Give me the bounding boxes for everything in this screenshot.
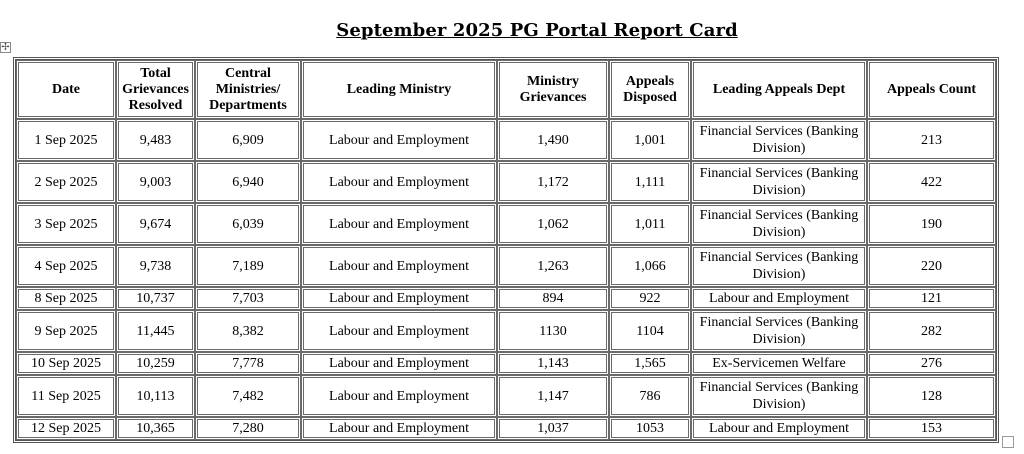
header-total-grievances: Total Grievances Resolved: [116, 60, 195, 119]
header-appeals-count: Appeals Count: [867, 60, 996, 119]
cell-total: 10,259: [116, 352, 195, 375]
cell-appeals-count: 220: [867, 245, 996, 287]
cell-date: 10 Sep 2025: [16, 352, 116, 375]
cell-ministry-grievances: 1,037: [497, 417, 609, 440]
cell-appeals-disposed: 1,066: [609, 245, 691, 287]
cell-central: 6,039: [195, 203, 301, 245]
resize-handle[interactable]: [1002, 436, 1014, 448]
cell-appeals-disposed: 1,111: [609, 161, 691, 203]
cell-appeals-count: 121: [867, 287, 996, 310]
cell-leading-appeals-dept: Financial Services (Banking Division): [691, 161, 867, 203]
cell-leading-ministry: Labour and Employment: [301, 119, 497, 161]
cell-central: 6,940: [195, 161, 301, 203]
cell-leading-ministry: Labour and Employment: [301, 352, 497, 375]
table-row: [16, 375, 996, 417]
cell-leading-ministry: Labour and Employment: [301, 375, 497, 417]
cell-total: 10,365: [116, 417, 195, 440]
cell-leading-ministry: Labour and Employment: [301, 161, 497, 203]
move-icon[interactable]: ✢: [1, 42, 10, 53]
cell-date: 3 Sep 2025: [16, 203, 116, 245]
cell-leading-ministry: Labour and Employment: [301, 203, 497, 245]
cell-date: 9 Sep 2025: [16, 310, 116, 352]
table-row: [16, 245, 996, 287]
cell-ministry-grievances: 1,147: [497, 375, 609, 417]
cell-central: 8,382: [195, 310, 301, 352]
cell-ministry-grievances: 894: [497, 287, 609, 310]
cell-central: 7,778: [195, 352, 301, 375]
table-row: [16, 417, 996, 440]
cell-ministry-grievances: 1,062: [497, 203, 609, 245]
cell-date: 4 Sep 2025: [16, 245, 116, 287]
cell-ministry-grievances: 1,143: [497, 352, 609, 375]
cell-leading-appeals-dept: Financial Services (Banking Division): [691, 375, 867, 417]
header-date: Date: [16, 60, 116, 119]
cell-appeals-disposed: 1,011: [609, 203, 691, 245]
cell-appeals-disposed: 786: [609, 375, 691, 417]
cell-appeals-count: 276: [867, 352, 996, 375]
cell-date: 1 Sep 2025: [16, 119, 116, 161]
cell-leading-appeals-dept: Labour and Employment: [691, 417, 867, 440]
table-row: [16, 119, 996, 161]
cell-appeals-count: 190: [867, 203, 996, 245]
cell-ministry-grievances: 1,172: [497, 161, 609, 203]
cell-appeals-count: 422: [867, 161, 996, 203]
cell-central: 7,482: [195, 375, 301, 417]
cell-total: 9,483: [116, 119, 195, 161]
cell-ministry-grievances: 1,490: [497, 119, 609, 161]
cell-leading-ministry: Labour and Employment: [301, 417, 497, 440]
cell-total: 11,445: [116, 310, 195, 352]
page-title: September 2025 PG Portal Report Card: [336, 20, 738, 41]
cell-date: 12 Sep 2025: [16, 417, 116, 440]
cell-leading-appeals-dept: Financial Services (Banking Division): [691, 245, 867, 287]
cell-leading-appeals-dept: Labour and Employment: [691, 287, 867, 310]
table-row: [16, 287, 996, 310]
header-leading-appeals-dept: Leading Appeals Dept: [691, 60, 867, 119]
cell-total: 10,737: [116, 287, 195, 310]
cell-leading-ministry: Labour and Employment: [301, 287, 497, 310]
cell-leading-appeals-dept: Ex-Servicemen Welfare: [691, 352, 867, 375]
table-row: [16, 203, 996, 245]
header-central-ministries: Central Ministries/ Departments: [195, 60, 301, 119]
cell-total: 9,738: [116, 245, 195, 287]
header-leading-ministry: Leading Ministry: [301, 60, 497, 119]
cell-appeals-disposed: 1104: [609, 310, 691, 352]
cell-appeals-disposed: 1,001: [609, 119, 691, 161]
cell-central: 7,189: [195, 245, 301, 287]
table-row: [16, 352, 996, 375]
cell-central: 7,703: [195, 287, 301, 310]
cell-date: 8 Sep 2025: [16, 287, 116, 310]
cell-date: 2 Sep 2025: [16, 161, 116, 203]
cell-appeals-count: 153: [867, 417, 996, 440]
header-appeals-disposed: Appeals Disposed: [609, 60, 691, 119]
cell-total: 10,113: [116, 375, 195, 417]
cell-leading-ministry: Labour and Employment: [301, 310, 497, 352]
cell-central: 7,280: [195, 417, 301, 440]
cell-ministry-grievances: 1,263: [497, 245, 609, 287]
cell-leading-ministry: Labour and Employment: [301, 245, 497, 287]
table-row: [16, 161, 996, 203]
cell-total: 9,674: [116, 203, 195, 245]
cell-leading-appeals-dept: Financial Services (Banking Division): [691, 119, 867, 161]
cell-appeals-disposed: 1053: [609, 417, 691, 440]
cell-appeals-count: 213: [867, 119, 996, 161]
cell-ministry-grievances: 1130: [497, 310, 609, 352]
cell-leading-appeals-dept: Financial Services (Banking Division): [691, 203, 867, 245]
cell-appeals-disposed: 922: [609, 287, 691, 310]
table-row: [16, 310, 996, 352]
cell-leading-appeals-dept: Financial Services (Banking Division): [691, 310, 867, 352]
cell-appeals-count: 128: [867, 375, 996, 417]
header-ministry-grievances: Ministry Grievances: [497, 60, 609, 119]
cell-date: 11 Sep 2025: [16, 375, 116, 417]
report-table: [13, 57, 999, 443]
cell-central: 6,909: [195, 119, 301, 161]
table-header-row: [16, 60, 996, 119]
cell-total: 9,003: [116, 161, 195, 203]
cell-appeals-disposed: 1,565: [609, 352, 691, 375]
cell-appeals-count: 282: [867, 310, 996, 352]
